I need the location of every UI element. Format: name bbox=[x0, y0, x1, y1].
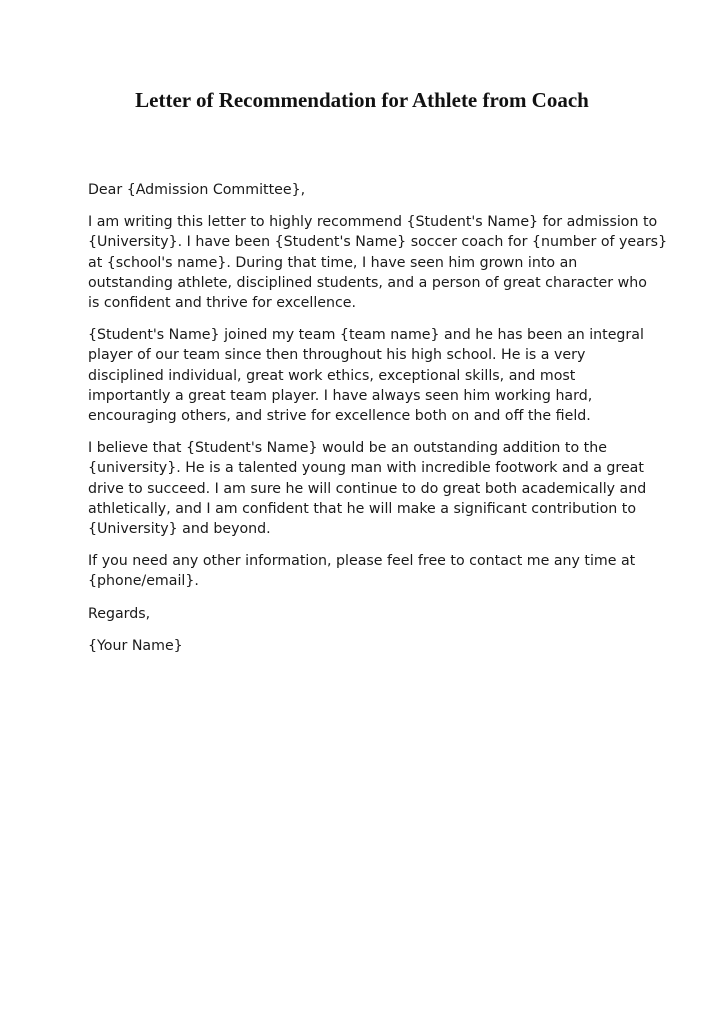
text-line: athletically, and I am confident that he will make a significant contribution to bbox=[88, 500, 637, 517]
paragraph-endorsement bbox=[88, 438, 648, 539]
text-line: {university}. He is a talented young man with incredible footwork and a great bbox=[88, 460, 644, 477]
letter-body bbox=[88, 180, 668, 668]
letter-title: Letter of Recommendation for Athlete from Coach bbox=[135, 88, 589, 112]
text-line: is confident and thrive for excellence. bbox=[88, 295, 357, 312]
text-line: {Student's Name} joined my team {team name} and he has been an integral bbox=[88, 327, 644, 344]
text-line: encouraging others, and strive for excellence both on and off the field. bbox=[88, 408, 591, 425]
text-line: disciplined individual, great work ethics, exceptional skills, and most bbox=[88, 367, 576, 384]
closing: Regards, bbox=[88, 605, 151, 622]
text-line: player of our team since then throughout his high school. He is a very bbox=[88, 347, 586, 364]
text-line: importantly a great team player. I have always seen him working hard, bbox=[88, 387, 593, 404]
text-line: at {school's name}. During that time, I have seen him grown into an bbox=[88, 254, 578, 271]
signature: {Your Name} bbox=[88, 637, 183, 654]
text-line: {University} and beyond. bbox=[88, 521, 271, 538]
salutation: Dear {Admission Committee}, bbox=[88, 182, 306, 198]
paragraph-intro bbox=[88, 212, 668, 313]
text-line: If you need any other information, please feel free to contact me any time at bbox=[88, 553, 636, 570]
paragraph-contact bbox=[88, 551, 648, 591]
text-line: {University}. I have been {Student's Name} soccer coach for {number of years} bbox=[88, 234, 668, 251]
text-line: drive to succeed. I am sure he will continue to do great both academically and bbox=[88, 480, 647, 497]
text-line: I believe that {Student's Name} would be an outstanding addition to the bbox=[88, 440, 607, 457]
text-line: {phone/email}. bbox=[88, 573, 199, 590]
text-line: I am writing this letter to highly recommend {Student's Name} for admission to bbox=[88, 214, 658, 231]
paragraph-team bbox=[88, 325, 648, 426]
text-line: outstanding athlete, disciplined students, and a person of great character who bbox=[88, 274, 647, 291]
